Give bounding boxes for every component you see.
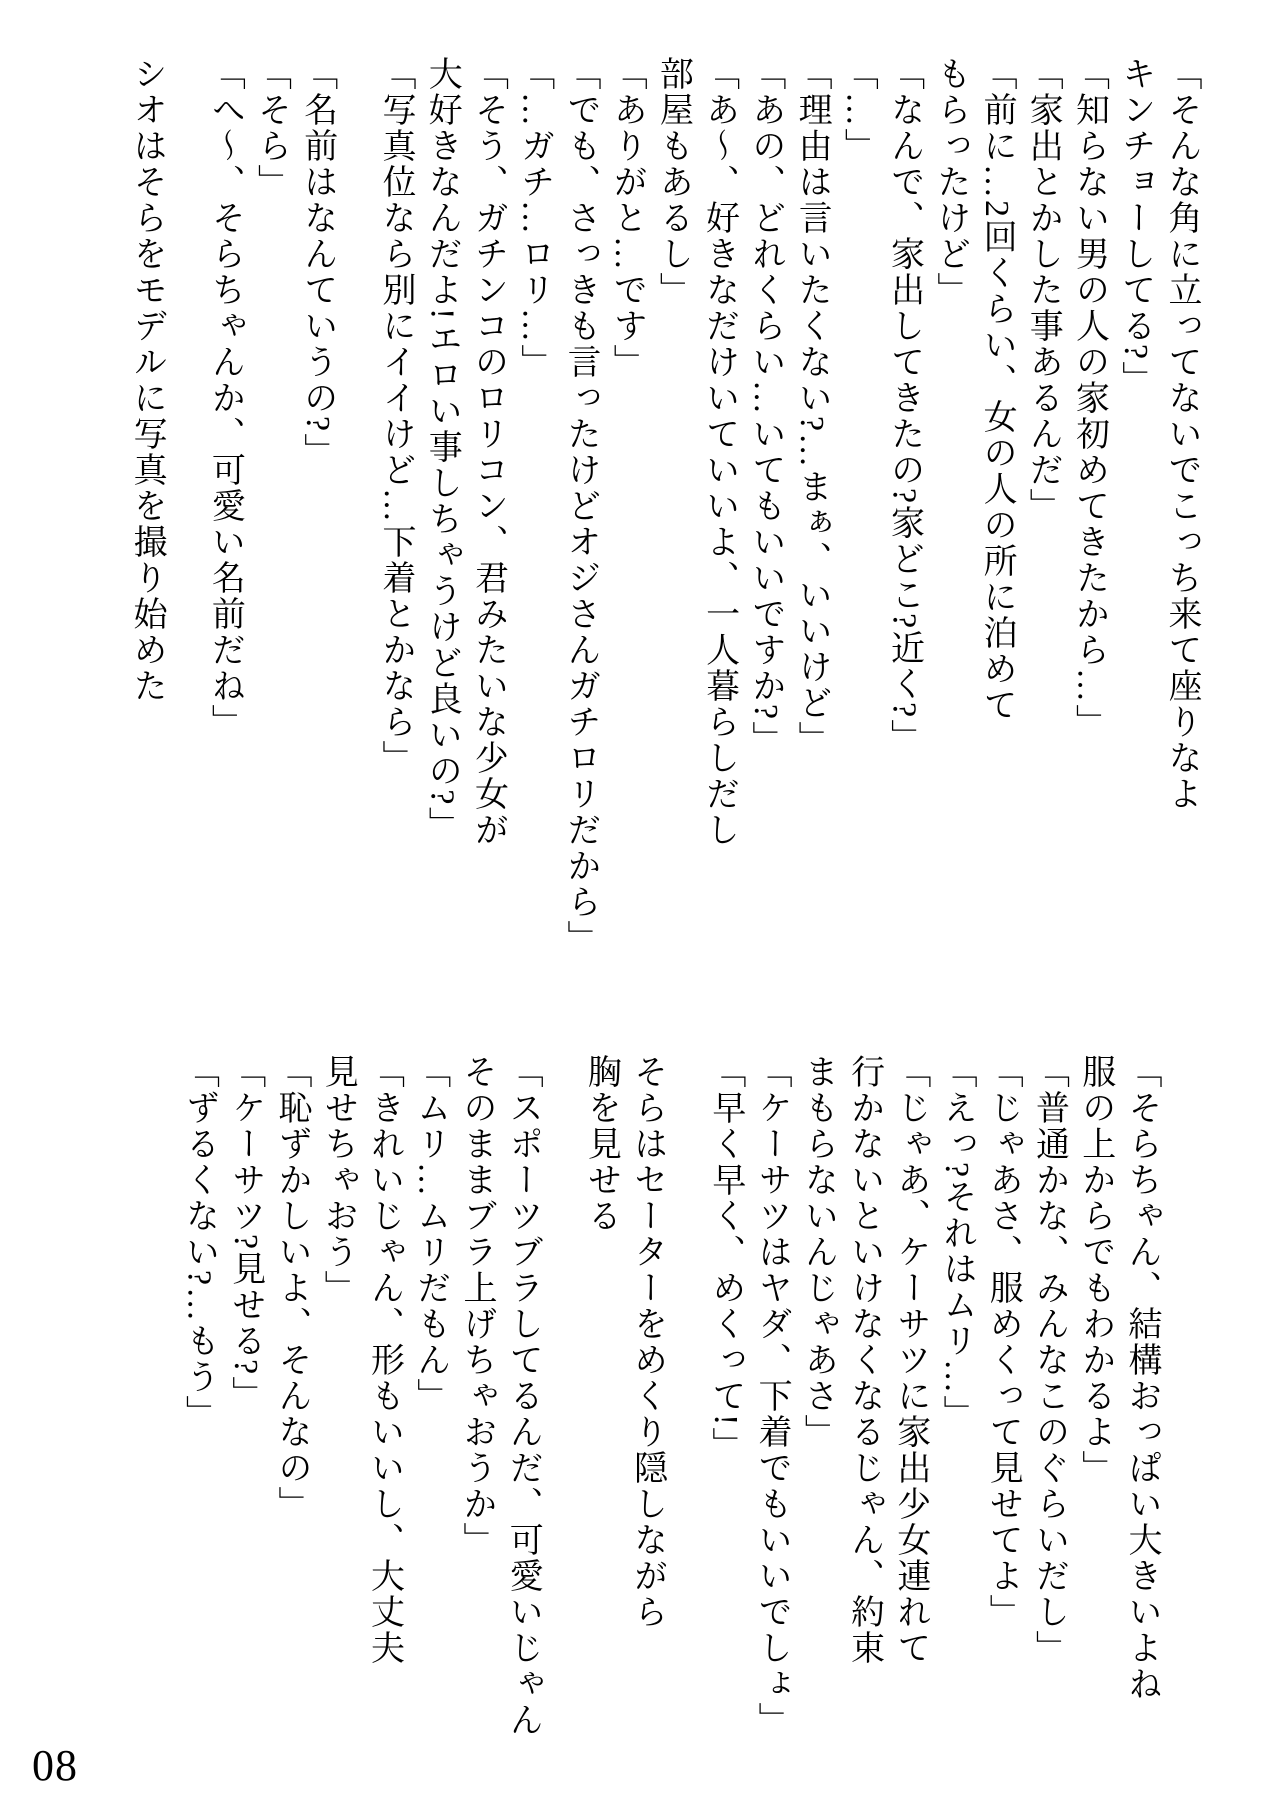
page-number: 08 bbox=[32, 1741, 78, 1790]
text-line: 「ケーサツはヤダ、下着でもいいでしょ」 bbox=[753, 1054, 791, 1738]
text-line: キンチョーしてる?」 bbox=[1116, 56, 1154, 398]
text-line: 「へ〜、そらちゃんか、可愛い名前だね」 bbox=[206, 56, 244, 740]
text-line: 服の上からでもわかるよ」 bbox=[1076, 1054, 1114, 1486]
text-line: 「スポーツブラしてるんだ、可愛いじゃん bbox=[504, 1054, 542, 1738]
text-line: 「前に…2回くらい、女の人の所に泊めて bbox=[978, 56, 1016, 723]
text-line: 「えっ?それはムリ…」 bbox=[938, 1054, 976, 1432]
text-line: 見せちゃおう」 bbox=[319, 1054, 357, 1306]
text-line: 「早く早く、めくって!」 bbox=[706, 1054, 744, 1464]
text-line: そらはセーターをめくり隠しながら bbox=[628, 1054, 666, 1630]
text-line: 「そう、ガチンコのロリコン、君みたいな少女が bbox=[469, 56, 507, 848]
text-line: 「知らない男の人の家初めてきたから…」 bbox=[1070, 56, 1108, 740]
text-line: シオはそらをモデルに写真を撮り始めた bbox=[128, 56, 166, 704]
text-line: 「ありがと…です」 bbox=[608, 56, 646, 380]
text-line: 「でも、さっきも言ったけどオジさんガチロリだから」 bbox=[561, 56, 599, 956]
text-line: 行かないといけなくなるじゃん、約束 bbox=[845, 1054, 883, 1666]
text-line: 胸を見せる bbox=[582, 1054, 620, 1234]
text-line: 「あの、どれくらい…いてもいいですか?」 bbox=[746, 56, 784, 758]
text-line: 「あ〜、好きなだけいていいよ、一人暮らしだし bbox=[700, 56, 738, 848]
text-line: 「じゃあさ、服めくって見せてよ」 bbox=[984, 1054, 1022, 1630]
top-text-block bbox=[123, 56, 1204, 1016]
text-line: 「普通かな、みんなこのぐらいだし」 bbox=[1030, 1054, 1068, 1666]
text-line: そのままブラ上げちゃおうか」 bbox=[457, 1054, 495, 1558]
text-line: 「恥ずかしいよ、そんなの」 bbox=[273, 1054, 311, 1522]
text-line: 「写真位なら別にイイけど…下着とかなら」 bbox=[377, 56, 415, 776]
text-line: 「ケーサツ?見せる?」 bbox=[226, 1054, 264, 1413]
text-line: 「…ガチ…ロリ…」 bbox=[515, 56, 553, 380]
text-line: 「…」 bbox=[839, 56, 877, 164]
text-line: 「きれいじゃん、形もいいし、大丈夫 bbox=[365, 1054, 403, 1666]
text-line: 「家出とかした事あるんだ」 bbox=[1024, 56, 1062, 524]
text-line: 「なんで、家出してきたの?家どこ?近く?」 bbox=[885, 56, 923, 756]
text-line: 「ずるくない?…もう」 bbox=[180, 1054, 218, 1432]
bottom-text-block bbox=[175, 1054, 1164, 1784]
text-line: 「ムリ…ムリだもん」 bbox=[411, 1054, 449, 1414]
text-line: 「理由は言いたくない?…まぁ、いいけど」 bbox=[793, 56, 831, 758]
text-line: 「じゃあ、ケーサツに家出少女連れて bbox=[891, 1054, 929, 1666]
text-line: 「そら」 bbox=[252, 56, 290, 200]
text-line: 大好きなんだよ!エロい事しちゃうけど良いの?」 bbox=[423, 56, 461, 843]
text-line: 「名前はなんていうの?」 bbox=[298, 56, 336, 470]
text-line: 部屋もあるし」 bbox=[654, 56, 692, 308]
text-line: まもらないんじゃあさ」 bbox=[799, 1054, 837, 1450]
text-line: 「そんな角に立ってないでこっち来て座りなよ bbox=[1163, 56, 1200, 812]
text-line: もらったけど」 bbox=[931, 56, 969, 308]
text-line: 「そらちゃん、結構おっぱい大きいよね bbox=[1123, 1054, 1160, 1702]
